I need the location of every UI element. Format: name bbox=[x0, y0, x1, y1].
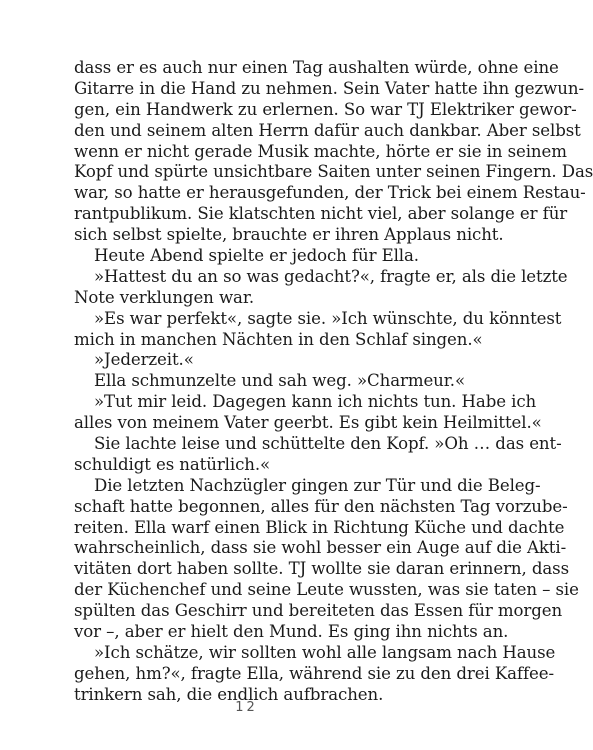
text-line: schaft hatte begonnen, alles für den nächsten Tag vorzube- bbox=[74, 496, 568, 516]
text-line: dass er es auch nur einen Tag aushalten würde, ohne eine bbox=[74, 58, 559, 77]
text-line: war, so hatte er herausgefunden, der Trick bei einem Restau- bbox=[74, 183, 586, 203]
text-line: rantpublikum. Sie klatschten nicht viel, aber solange er für bbox=[74, 204, 568, 224]
text-line: Note verklungen war. bbox=[74, 287, 255, 307]
text-line: »Tut mir leid. Dagegen kann ich nichts tun. Habe ich bbox=[94, 392, 537, 412]
text-line: »Hattest du an so was gedacht?«, fragte er, als die letzte bbox=[94, 266, 568, 286]
text-line: »Ich schätze, wir sollten wohl alle langsam nach Hause bbox=[94, 642, 556, 662]
text-line: reiten. Ella warf einen Blick in Richtung Küche und dachte bbox=[74, 517, 565, 537]
text-line: Die letzten Nachzügler gingen zur Tür und die Beleg- bbox=[94, 475, 541, 495]
text-line: der Küchenchef und seine Leute wussten, was sie taten – sie bbox=[74, 580, 579, 600]
text-line: den und seinem alten Herrn dafür auch dankbar. Aber selbst bbox=[74, 120, 581, 140]
text-line: alles von meinem Vater geerbt. Es gibt kein Heilmittel.« bbox=[74, 413, 542, 433]
text-line: schuldigt es natürlich.« bbox=[74, 454, 271, 474]
text-line: mich in manchen Nächten in den Schlaf singen.« bbox=[74, 329, 483, 349]
text-line: »Es war perfekt«, sagte sie. »Ich wünschte, du könntest bbox=[94, 308, 562, 328]
text-line: Sie lachte leise und schüttelte den Kopf. »Oh … das ent- bbox=[94, 434, 562, 454]
text-line: gehen, hm?«, fragte Ella, während sie zu den drei Kaffee- bbox=[74, 663, 554, 683]
text-line: Heute Abend spielte er jedoch für Ella. bbox=[94, 246, 419, 266]
text-line: »Jederzeit.« bbox=[94, 350, 194, 370]
text-line: spülten das Geschirr und bereiteten das Essen für morgen bbox=[74, 601, 563, 621]
page-number: 12 bbox=[235, 700, 258, 715]
text-line: wahrscheinlich, dass sie wohl besser ein Auge auf die Akti- bbox=[74, 538, 567, 558]
text-line: Ella schmunzelte und sah weg. »Charmeur.« bbox=[94, 371, 466, 391]
text-line: trinkern sah, die endlich aufbrachen. bbox=[74, 684, 384, 704]
text-line: vitäten dort haben sollte. TJ wollte sie daran erinnern, dass bbox=[74, 559, 569, 579]
text-line: Gitarre in die Hand zu nehmen. Sein Vater hatte ihn gezwun- bbox=[74, 78, 584, 98]
text-line: gen, ein Handwerk zu erlernen. So war TJ Elektriker gewor- bbox=[74, 99, 577, 119]
text-line: Kopf und spürte unsichtbare Saiten unter seinen Fingern. Das bbox=[74, 162, 593, 182]
text-line: wenn er nicht gerade Musik machte, hörte er sie in seinem bbox=[74, 141, 567, 161]
text-line: sich selbst spielte, brauchte er ihren Applaus nicht. bbox=[74, 225, 504, 245]
body-text bbox=[74, 58, 593, 706]
text-line: vor –, aber er hielt den Mund. Es ging ihn nichts an. bbox=[74, 622, 509, 642]
